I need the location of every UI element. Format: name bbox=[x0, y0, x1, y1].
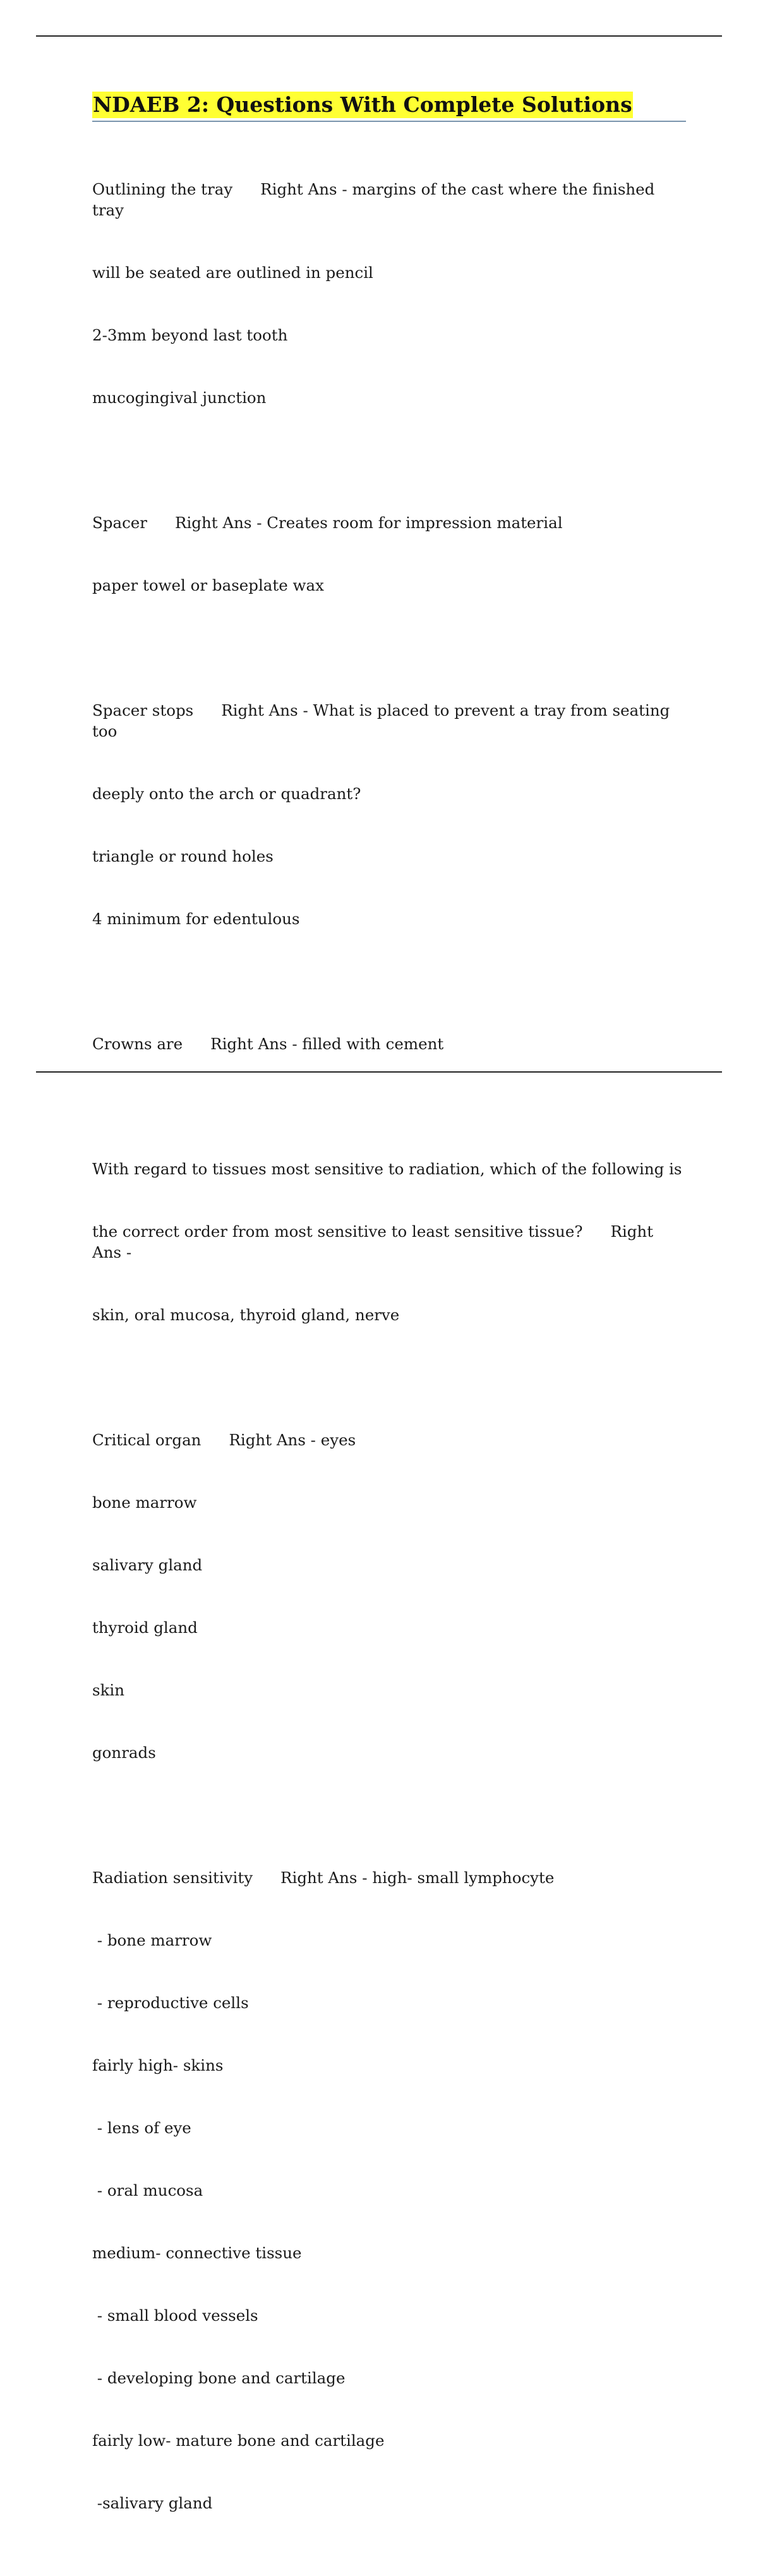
document-body bbox=[92, 92, 686, 2576]
qa-first-line bbox=[92, 1867, 686, 1888]
page-bottom-rule bbox=[36, 1071, 722, 1073]
answer-text: Right Ans - filled with cement bbox=[210, 1035, 444, 1053]
answer-line: medium- connective tissue bbox=[92, 2244, 302, 2262]
qa-entry bbox=[92, 137, 686, 450]
answer-line: - small blood vessels bbox=[92, 2306, 258, 2325]
answer-line: fairly low- mature bone and cartilage bbox=[92, 2431, 385, 2450]
question-text: Spacer stops bbox=[92, 701, 194, 719]
document-title: NDAEB 2: Questions With Complete Solutions bbox=[93, 92, 632, 117]
answer-line: will be seated are outlined in pencil bbox=[92, 263, 373, 282]
answer-text: Right Ans - bbox=[92, 1222, 658, 1261]
answer-text: Right Ans - high- small lymphocyte bbox=[280, 1869, 555, 1887]
question-text: Crowns are bbox=[92, 1035, 183, 1053]
qa-first-line bbox=[92, 179, 686, 220]
page-top-rule bbox=[36, 35, 722, 37]
qa-entry bbox=[92, 1388, 686, 1805]
answer-line: 2-3mm beyond last tooth bbox=[92, 326, 288, 344]
qa-first-line bbox=[92, 1033, 686, 1054]
answer-text: Right Ans - Creates room for impression material bbox=[175, 514, 563, 532]
qa-entry bbox=[92, 658, 686, 971]
question-text: Critical organ bbox=[92, 1431, 202, 1449]
answer-line: skin bbox=[92, 1681, 125, 1699]
answer-line: deeply onto the arch or quadrant? bbox=[92, 785, 361, 803]
title-block bbox=[92, 92, 686, 122]
qa-first-line bbox=[92, 700, 686, 742]
answer-line: - bone marrow bbox=[92, 1931, 212, 1949]
answer-line: paper towel or baseplate wax bbox=[92, 576, 324, 594]
answer-line: gonrads bbox=[92, 1743, 156, 1762]
answer-line: - lens of eye bbox=[92, 2119, 191, 2137]
answer-line: 4 minimum for edentulous bbox=[92, 910, 300, 928]
qa-entry bbox=[92, 992, 686, 1096]
answer-line: skin, oral mucosa, thyroid gland, nerve bbox=[92, 1306, 400, 1324]
answer-line: thyroid gland bbox=[92, 1618, 198, 1637]
question-line: With regard to tissues most sensitive to radiation, which of the following is bbox=[92, 1160, 682, 1178]
answer-text: Right Ans - margins of the cast where the finished tray bbox=[92, 180, 660, 219]
qa-first-line bbox=[92, 512, 686, 533]
qa-entry bbox=[92, 1117, 686, 1367]
question-text: Spacer bbox=[92, 514, 148, 532]
answer-text: Right Ans - What is placed to prevent a tray from seating too bbox=[92, 701, 675, 740]
answer-line: triangle or round holes bbox=[92, 847, 274, 865]
qa-entry bbox=[92, 471, 686, 637]
answer-line: -salivary gland bbox=[92, 2494, 213, 2512]
answer-line: fairly high- skins bbox=[92, 2056, 224, 2074]
answer-line: mucogingival junction bbox=[92, 388, 267, 407]
qa-first-line bbox=[92, 1221, 686, 1263]
question-text: the correct order from most sensitive to least sensitive tissue? bbox=[92, 1222, 583, 1241]
answer-line: salivary gland bbox=[92, 1556, 203, 1574]
answer-line: - reproductive cells bbox=[92, 1994, 249, 2012]
answer-line: - oral mucosa bbox=[92, 2181, 203, 2200]
answer-text: Right Ans - eyes bbox=[229, 1431, 356, 1449]
qa-first-line bbox=[92, 1429, 686, 1450]
answer-line: bone marrow bbox=[92, 1493, 197, 1512]
question-text: Outlining the tray bbox=[92, 180, 233, 198]
answer-line: - developing bone and cartilage bbox=[92, 2369, 346, 2387]
question-text: Radiation sensitivity bbox=[92, 1869, 253, 1887]
qa-entry bbox=[92, 1826, 686, 2555]
